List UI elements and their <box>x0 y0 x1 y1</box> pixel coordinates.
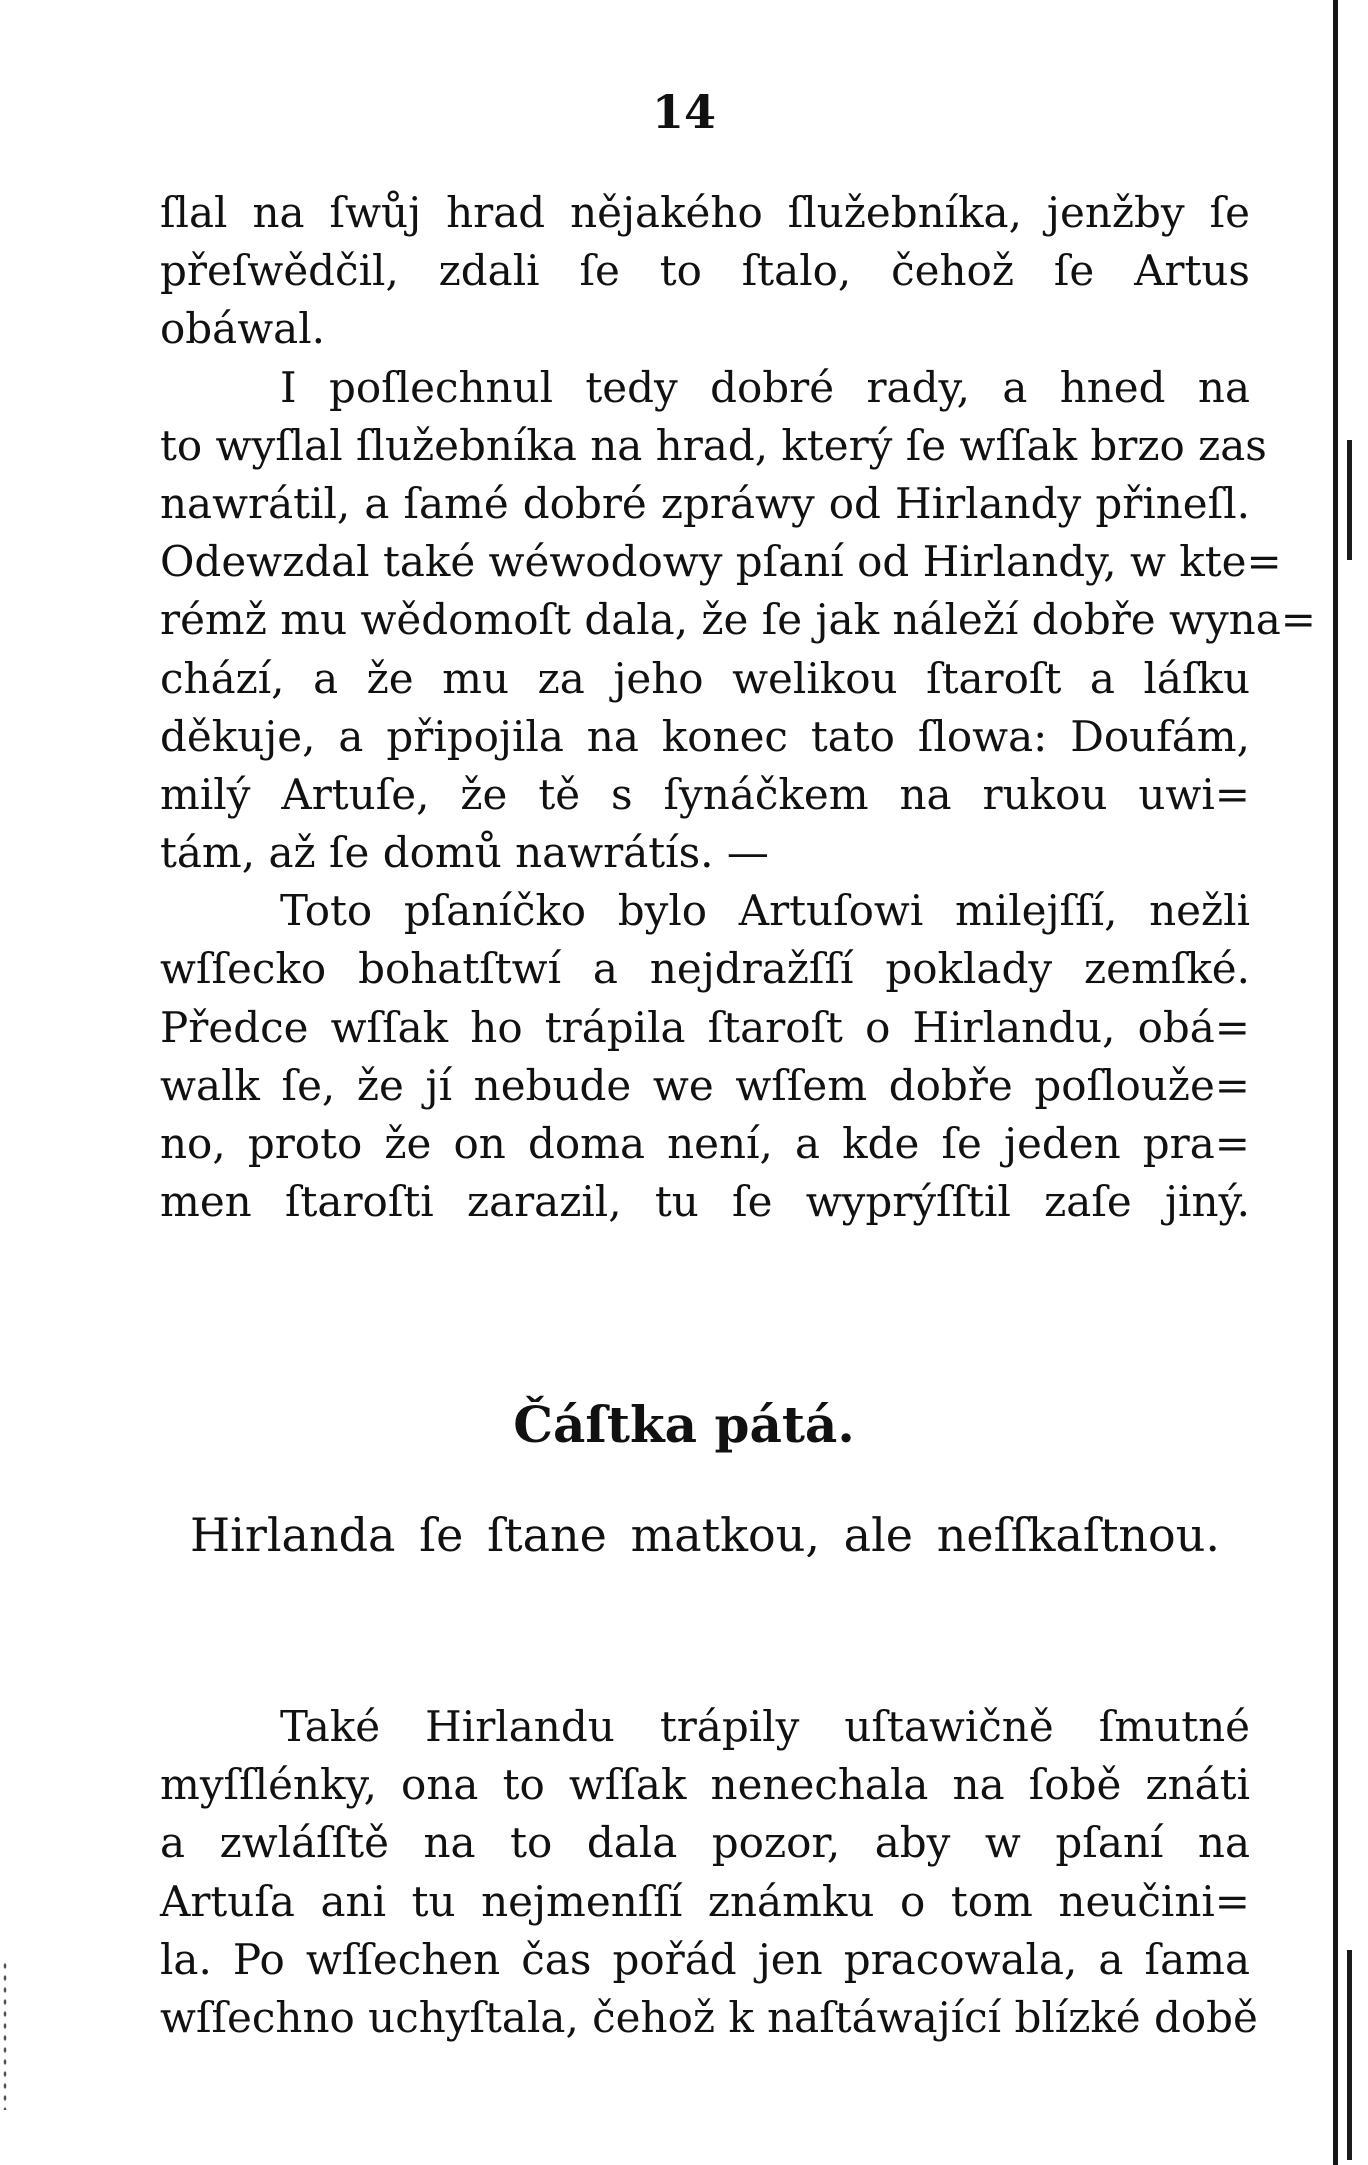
text-line: myſſlénky, ona to wſſak nenechala na ſobě znáti <box>160 1760 1250 1810</box>
text-line: to wyſlal ſlužebníka na hrad, který ſe wſſak brzo zas <box>160 420 1267 470</box>
text-line: nawrátil, a ſamé dobré zpráwy od Hirlandy přineſl. <box>160 478 1250 528</box>
paragraph-block <box>160 1698 1258 2047</box>
text-line: děkuje, a připojila na konec tato ſlowa: Doufám, <box>160 711 1250 761</box>
text-line: chází, a že mu za jeho welikou ſtaroſt a láſku <box>160 653 1250 703</box>
paragraph-block <box>160 184 1316 1231</box>
edge-smudge <box>1347 440 1352 560</box>
text-line: Artuſa ani tu nejmenſſí známku o tom neučini= <box>160 1876 1250 1926</box>
text-line: no, proto že on doma není, a kde ſe jeden pra= <box>160 1119 1250 1168</box>
text-line: walk ſe, že jí nebude we wſſem dobře poſlouže= <box>160 1060 1250 1110</box>
text-line: wſſecko bohatſtwí a nejdražſſí poklady zemſké. <box>160 944 1250 994</box>
chapter-subtitle: Hirlanda ſe ſtane matkou, ale neſſkaſtnou. <box>190 1508 1220 1562</box>
chapter-title: Čáſtka pátá. <box>513 1395 855 1454</box>
text-line: la. Po wſſechen čas pořád jen pracowala, a ſama <box>160 1934 1250 1984</box>
text-line: milý Artuſe, že tě s ſynáčkem na rukou uwi= <box>160 769 1250 819</box>
text-line: obáwal. <box>160 304 325 354</box>
text-line: Předce wſſak ho trápila ſtaroſt o Hirlandu, obá= <box>160 1002 1250 1052</box>
text-line: Také Hirlandu trápily uſtawičně ſmutné <box>280 1702 1250 1751</box>
text-line: tám, až ſe domů nawrátís. — <box>160 828 769 878</box>
text-line: Odewzdal také wéwodowy pſaní od Hirlandy, w kte= <box>160 537 1282 587</box>
scan-specks <box>2 1960 8 2110</box>
text-line: a zwláſſtě na to dala pozor, aby w pſaní na <box>160 1818 1250 1868</box>
text-line: wſſechno uchyſtala, čehož k naſtáwající blízké době <box>160 1992 1258 2042</box>
page-edge <box>1333 0 1368 2165</box>
text-line: I poſlechnul tedy dobré rady, a hned na <box>280 362 1250 412</box>
text-line: ſlal na ſwůj hrad nějakého ſlužebníka, jenžby ſe <box>160 188 1250 237</box>
edge-smudge <box>1347 1950 1352 2160</box>
text-line: přeſwědčil, zdali ſe to ſtalo, čehož ſe Artus <box>160 246 1250 296</box>
text-line: men ſtaroſti zarazil, tu ſe wyprýſſtil zaſe jiný. <box>160 1177 1250 1227</box>
text-line: Toto pſaníčko bylo Artuſowi milejſſí, nežli <box>280 886 1250 936</box>
text-line: rémž mu wědomoſt dala, že ſe jak náleží dobře wyna= <box>160 595 1316 645</box>
page-number: 14 <box>651 85 716 139</box>
